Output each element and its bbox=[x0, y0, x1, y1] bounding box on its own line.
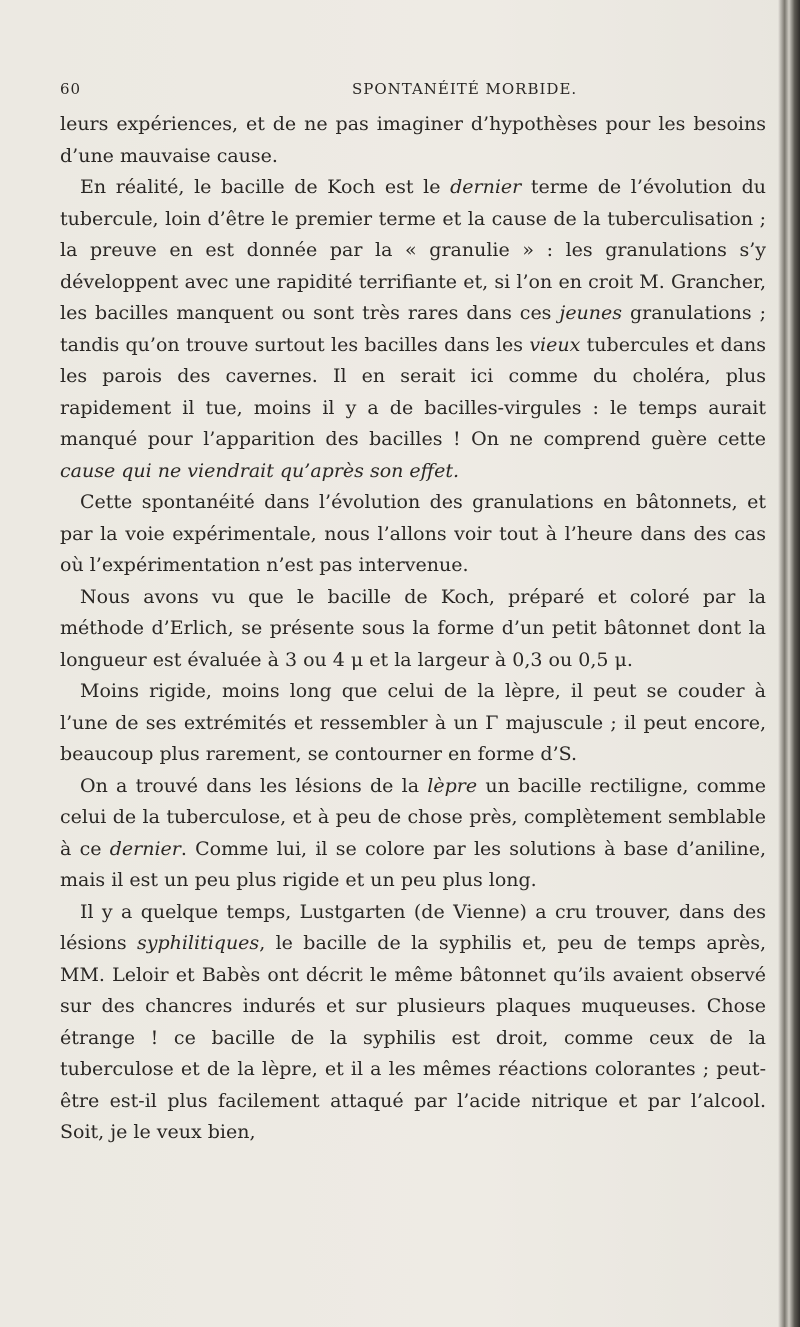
body-text bbox=[60, 109, 766, 1149]
paragraph: On a trouvé dans les lésions de la lèpre un bacille rectiligne, comme celui de la tuberculose, et à peu de chose près, complètement semblable à ce dernier. Comme lui, il se colore par les solutions à base d’aniline, mais il est un peu plus rigide et un peu plus long. bbox=[60, 774, 767, 891]
page-edge-shadow bbox=[778, 0, 800, 1327]
paragraph: Nous avons vu que le bacille de Koch, préparé et coloré par la méthode d’Erlich, se présente sous la forme d’un petit bâtonnet dont la longueur est évaluée à 3 ou 4 μ et la largeur à 0,3 ou 0,5 μ. bbox=[60, 585, 766, 671]
running-title: SPONTANÉITÉ MORBIDE. bbox=[352, 80, 578, 98]
paragraph: Cette spontanéité dans l’évolution des granulations en bâtonnets, et par la voie expérimentale, nous l’allons voir tout à l’heure dans des cas où l’expérimentation n’est pas intervenue. bbox=[60, 491, 766, 576]
paragraph: Il y a quelque temps, Lustgarten (de Vienne) a cru trouver, dans des lésions syphilitiques, le bacille de la syphilis et, peu de temps après, MM. Leloir et Babès ont décrit le même bâtonnet qu’ils avaient observé sur des chancres indurés et sur plusieurs plaques muqueuses. Chose étrange ! ce bacille de la syphilis est droit, comme ceux de la tuberculose et de la lèpre, et il a les mêmes réactions colorantes ; peut-être est-il plus facilement attaqué par l’acide nitrique et par l’alcool. Soit, je le veux bien, bbox=[60, 900, 766, 1143]
page-number: 60 bbox=[60, 80, 82, 98]
paragraph: leurs expériences, et de ne pas imaginer d’hypothèses pour les besoins d’une mauvaise cause. bbox=[60, 113, 766, 167]
paragraph: Moins rigide, moins long que celui de la lèpre, il peut se couder à l’une de ses extrémités et ressembler à un Γ majuscule ; il peut encore, beaucoup plus rarement, se contourner en forme d’S. bbox=[60, 680, 766, 765]
paragraph: En réalité, le bacille de Koch est le dernier terme de l’évolution du tubercule, loin d’être le premier terme et la cause de la tuberculisation ; la preuve en est donnée par la « granulie » : les granulations s’y développent avec une rapidité terrifiante et, si l’on en croit M. Grancher, les bacilles manquent ou sont très rares dans ces jeunes granulations ; tandis qu’on trouve surtout les bacilles dans les vieux tubercules et dans les parois des cavernes. Il en serait ici comme du choléra, plus rapidement il tue, moins il y a de bacilles-virgules : le temps aurait manqué pour l’apparition des bacilles ! On ne comprend guère cette cause qui ne viendrait qu’après son effet. bbox=[60, 176, 767, 482]
page-header bbox=[60, 80, 760, 104]
